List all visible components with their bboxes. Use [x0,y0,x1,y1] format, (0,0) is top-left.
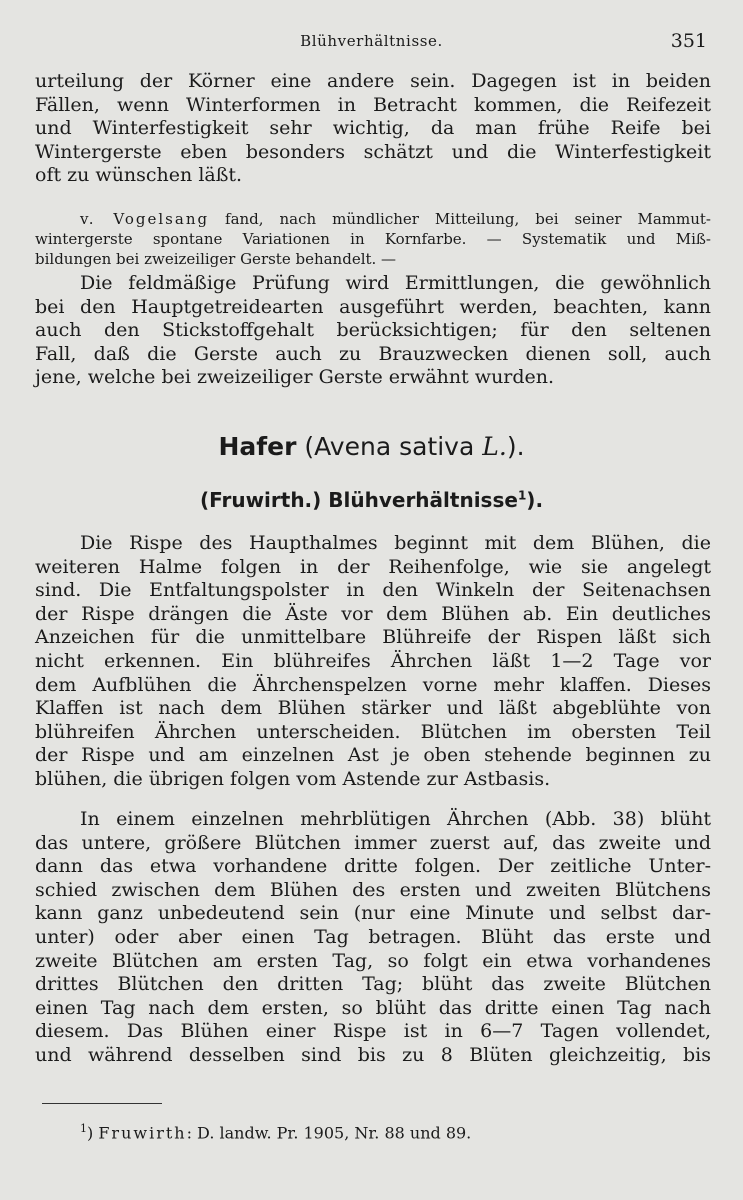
section-heading-pre: (Avena sativa [304,432,483,461]
note-first-line [35,209,711,229]
text-line: der Rispe drängen die Äste vor dem Blühen ab. Ein deutliches [35,602,711,625]
text-line: Klaffen ist nach dem Blühen stärker und läßt abgeblühte von [35,697,711,720]
footnote: $^1$) Fruwirth: D. landw. Pr. 1905, Nr. 88 und 89. [80,1122,472,1143]
page-number: 351 [670,30,707,52]
text-line: weiteren Halme folgen in der Reihenfolge, wie sie angelegt [35,555,711,578]
text-line: einen Tag nach dem ersten, so blüht das dritte einen Tag nach [35,996,711,1019]
footnote-text: : D. landw. Pr. 1905, Nr. 88 und 89. [186,1123,472,1143]
text-line: das untere, größere Blütchen immer zuerst auf, das zweite und [35,831,711,854]
text-line: blühen, die übrigen folgen vom Astende zur Astbasis. [35,767,551,790]
text-line: dann das etwa vorhandene dritte folgen. Der zeitliche Unter- [35,855,711,878]
subsection-heading [0,488,743,512]
subheading-title: Blühverhältnisse [328,488,518,512]
running-head: Blühverhältnisse. [300,32,443,50]
text-line: unter) oder aber einen Tag betragen. Blüht das erste und [35,925,711,948]
text-line: Wintergerste eben besonders schätzt und die Winterfestigkeit [35,140,711,163]
text-line: blühreifen Ährchen unterscheiden. Blütchen im obersten Teil [35,720,711,743]
note-first-line-text: fand, nach mündlicher Mitteilung, bei seiner Mammut- [209,210,711,228]
section-heading [0,432,743,461]
paragraph-panicle [35,532,711,792]
page-header [0,30,743,54]
text-line: und Winterfestigkeit sehr wichtig, da man frühe Reife bei [35,117,711,140]
text-line: urteilung der Körner eine andere sein. Dagegen ist in beiden [35,70,711,92]
paragraph-spikelet [35,808,711,1068]
text-line: bildungen bei zweizeiliger Gerste behandelt. — [35,250,397,268]
text-line: bei den Hauptgetreidearten ausgeführt werden, beachten, kann [35,295,711,318]
footnote-mark: 1 [80,1122,87,1135]
text-line: schied zwischen dem Blühen des ersten und zweiten Blütchens [35,878,711,901]
text-line: Die Rispe des Haupthalmes beginnt mit dem Blühen, die [80,532,711,554]
section-heading-post: ). [506,432,525,461]
intro-paragraph [35,70,711,188]
text-line: kann ganz unbedeutend sein (nur eine Minute und selbst dar- [35,902,711,925]
small-print-note [35,209,711,269]
text-line: oft zu wünschen läßt. [35,164,243,187]
paragraph-field-testing [35,272,711,390]
footnote-reference: 1 [517,488,527,503]
footnote-rule [42,1103,162,1104]
text-line: und während desselben sind bis zu 8 Blüten gleichzeitig, bis [35,1043,711,1066]
text-line: sind. Die Entfaltungspolster in den Winkeln der Seitenachsen [35,579,711,602]
note-author: v. Vogelsang [80,210,210,228]
text-line: dem Aufblühen die Ährchenspelzen vorne mehr klaffen. Dieses [35,673,711,696]
text-line: jene, welche bei zweizeiliger Gerste erwähnt wurden. [35,366,555,389]
text-line: Anzeichen für die unmittelbare Blühreife der Rispen läßt sich [35,626,711,649]
section-heading-authority: L. [482,432,507,461]
subheading-end: ). [526,488,544,512]
text-line: nicht erkennen. Ein blühreifes Ährchen läßt 1—2 Tage vor [35,649,711,672]
text-line: Die feldmäßige Prüfung wird Ermittlungen, die gewöhnlich [80,272,711,294]
footnote-author: Fruwirth [98,1123,187,1143]
text-line: zweite Blütchen am ersten Tag, so folgt ein etwa vorhandenes [35,949,711,972]
text-line: wintergerste spontane Variationen in Kornfarbe. — Systematik und Miß- [35,230,711,248]
text-line: Fällen, wenn Winterformen in Betracht kommen, die Reifezeit [35,93,711,116]
section-heading-word: Hafer [218,432,297,461]
text-line: In einem einzelnen mehrblütigen Ährchen (Abb. 38) blüht [80,808,711,830]
text-line: diesem. Das Blühen einer Rispe ist in 6—7 Tagen vollendet, [35,1020,711,1043]
text-line: auch den Stickstoffgehalt berücksichtigen; für den seltenen [35,319,711,342]
text-line: Fall, daß die Gerste auch zu Brauzwecken dienen soll, auch [35,342,711,365]
text-line: der Rispe und am einzelnen Ast je oben stehende beginnen zu [35,744,711,767]
subheading-author: (Fruwirth.) [199,488,322,512]
text-line: drittes Blütchen den dritten Tag; blüht das zweite Blütchen [35,973,711,996]
